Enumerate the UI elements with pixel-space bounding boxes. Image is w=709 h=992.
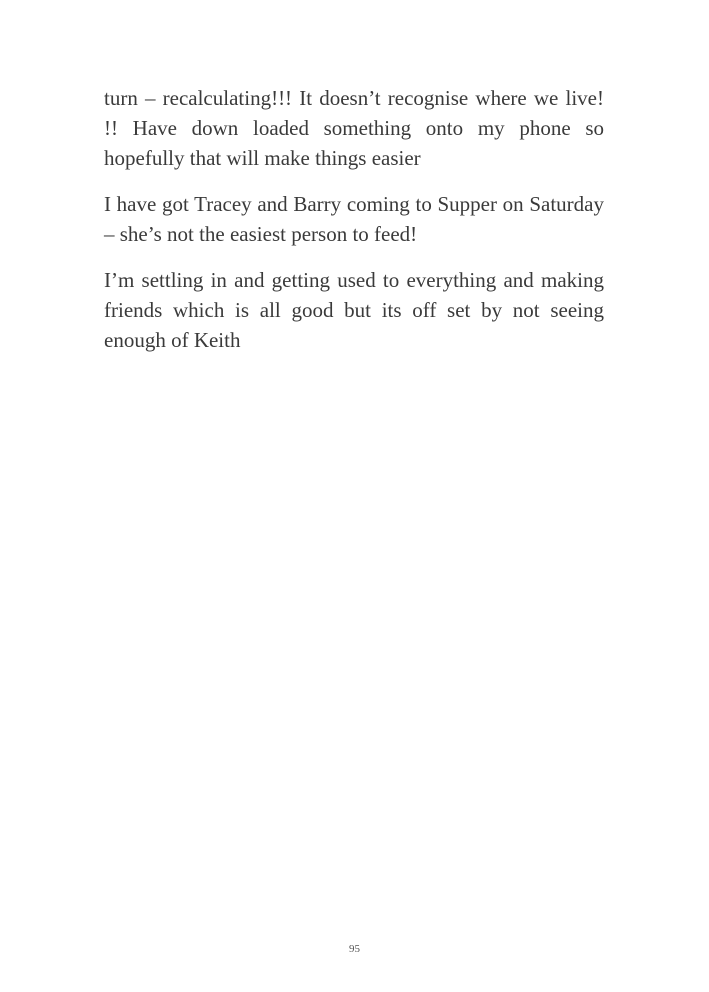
paragraph-1: turn – recalculating!!! It doesn’t recognise where we live! !! Have down loaded something onto my phone so hopefully that will make things easier <box>104 86 604 170</box>
page-number: 95 <box>349 943 360 955</box>
body-text <box>104 83 604 371</box>
paragraph-3: I’m settling in and getting used to everything and making friends which is all good but its off set by not seeing enough of Keith <box>104 268 604 352</box>
paragraph-2: I have got Tracey and Barry coming to Supper on Saturday – she’s not the easiest person to feed! <box>104 192 604 246</box>
